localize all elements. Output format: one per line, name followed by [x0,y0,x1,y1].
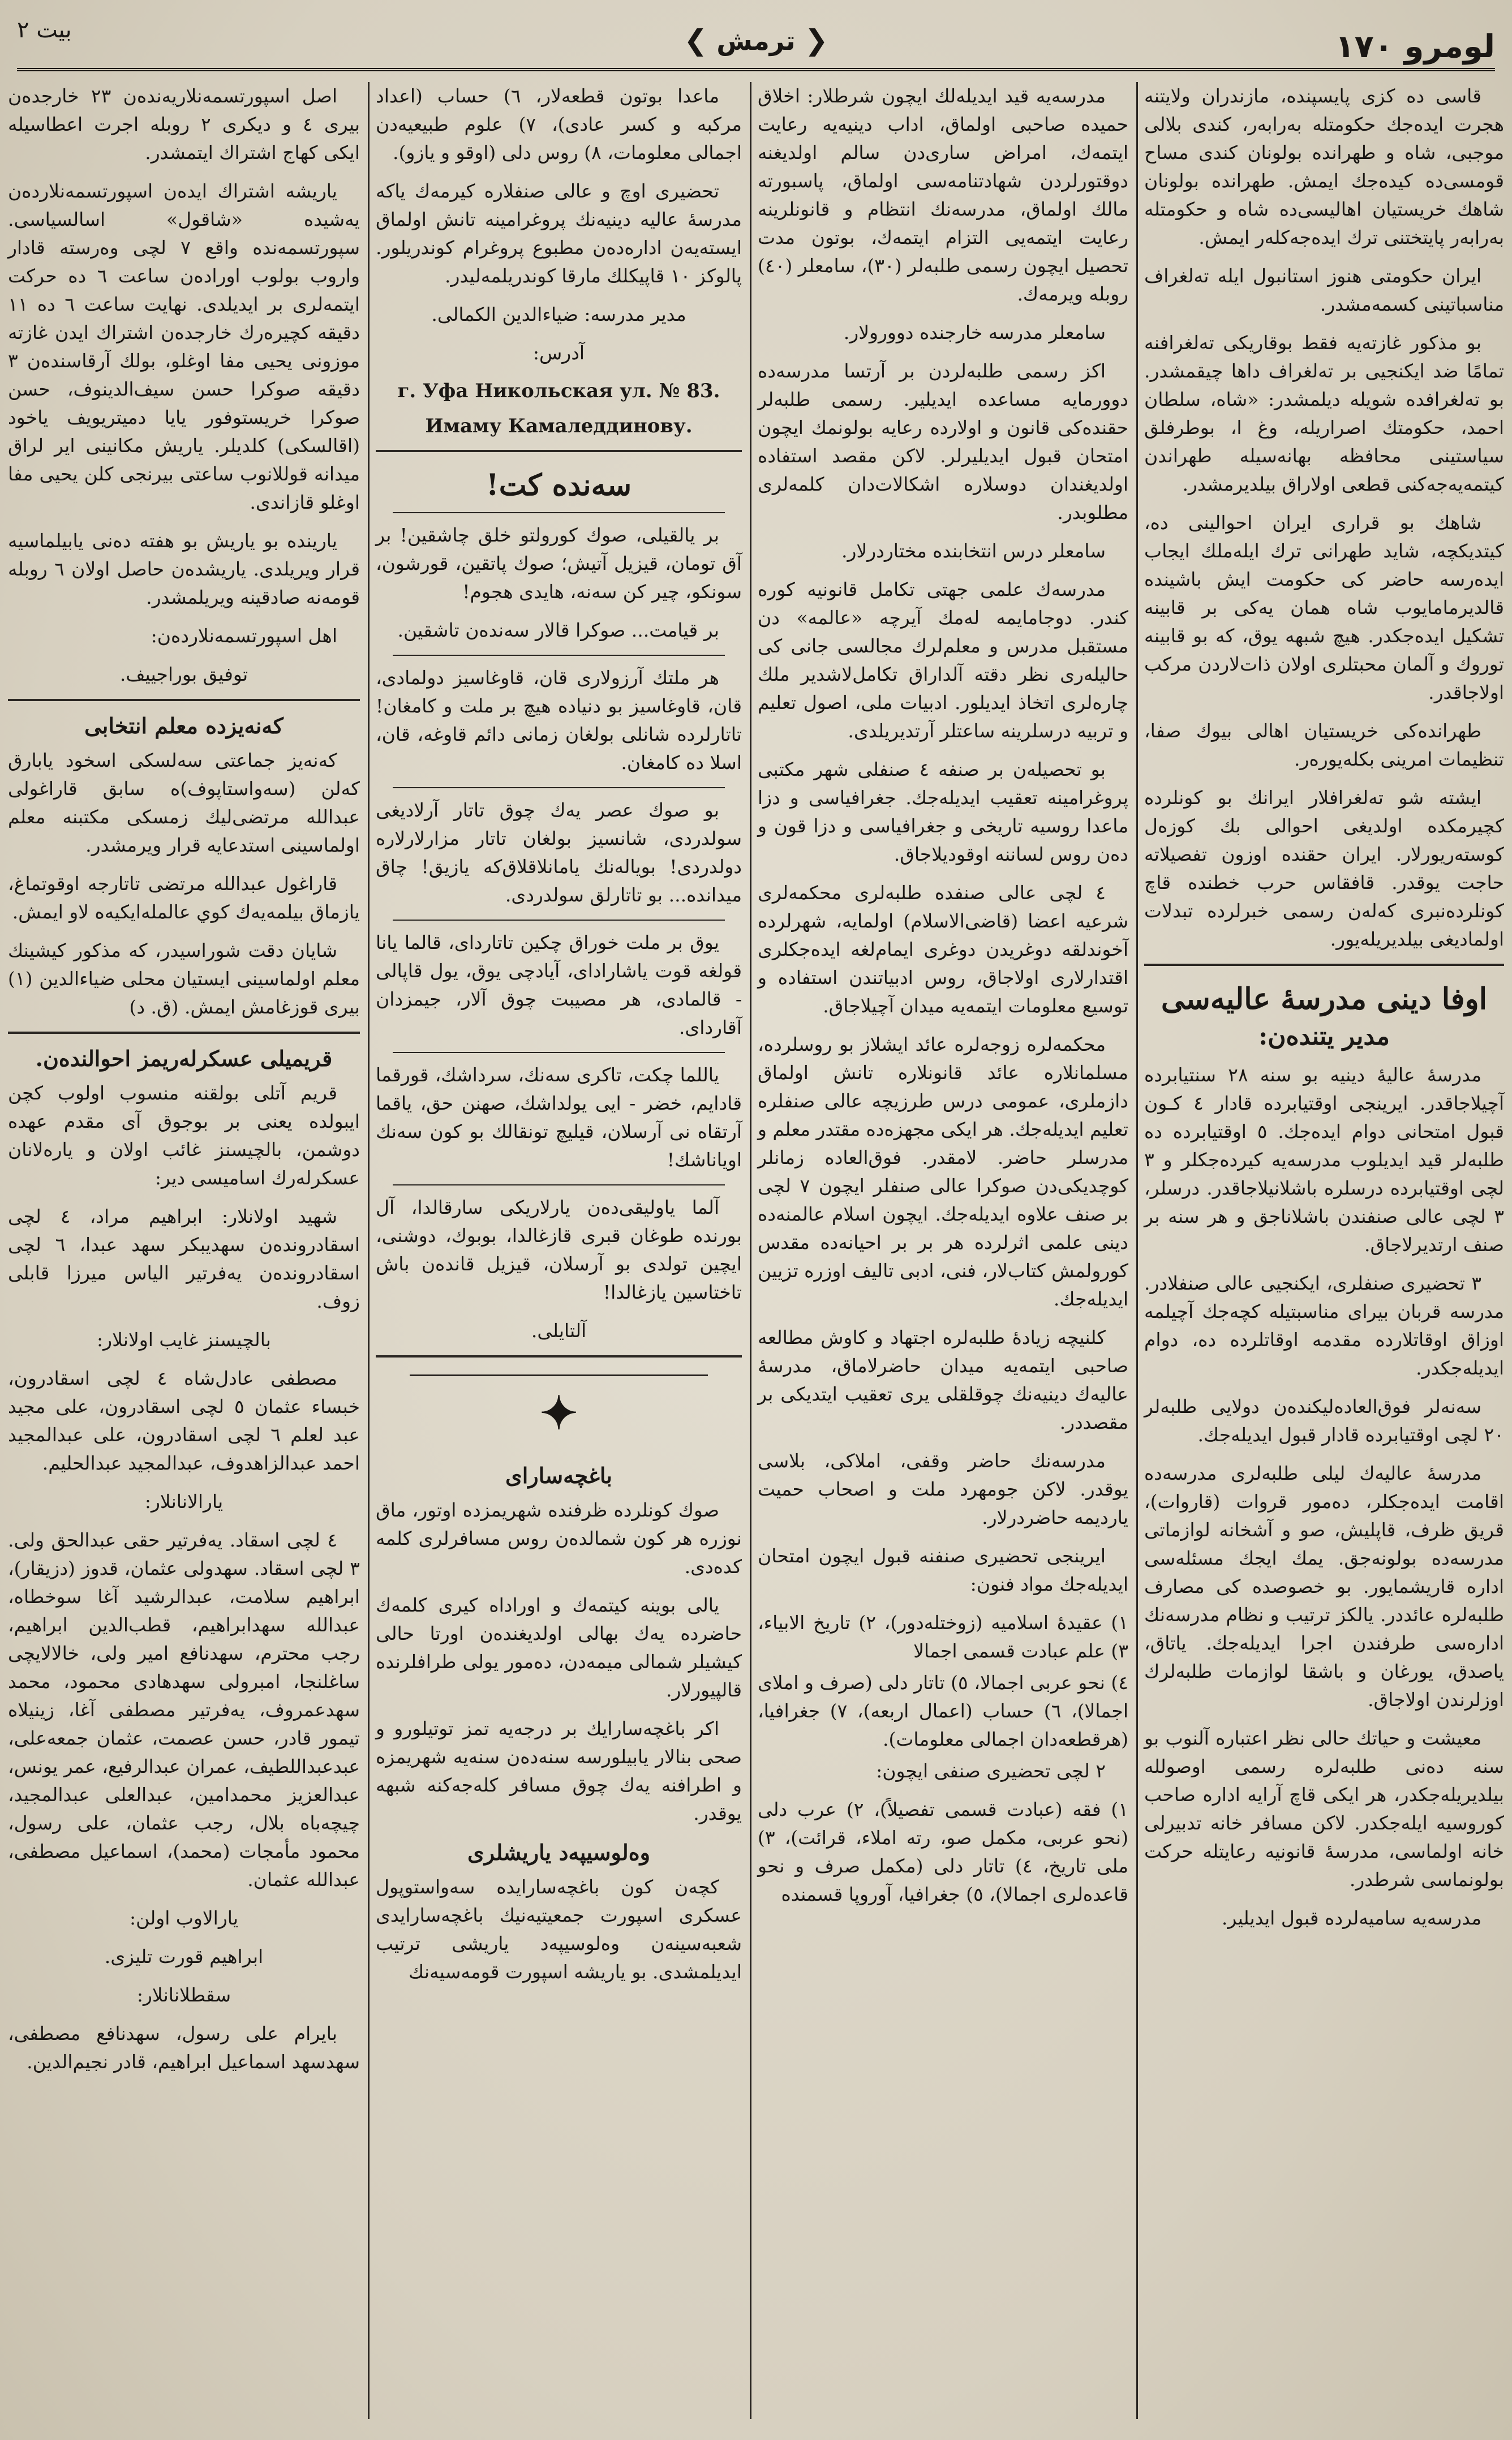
paragraph: بو تحصيله‌ن بر صنفه ٤ صنفلى شهر مكتبى پروغرامينه تعقيب ايديله‌جك. جغرافياسى و دزا ماعدا روسيه تاريخى و جغرافياسى و دزا قون و ده‌ن روس لساننه اوقوديلاجاق. [758,758,1128,865]
paragraph: سه‌نه‌لر فوق‌العاده‌ليكنده‌ن دولايى طلبه‌لر ٢٠ لچى اوقتيابرده قادار قبول ايديله‌جك. [1144,1395,1504,1446]
column-1 [1136,82,1512,2419]
article-title: اوفا دينى مدرسهٔ عاليه‌سى [1161,982,1488,1016]
paragraph: محكمه‌لره زوجه‌لره عائد ايشلاز بو روسلرده، مسلمانلاره عائد قانونلاره تانش اولماق دازملرى، عمومى درس طرزيچه عالى صنفلره تعليم ايديله‌جك. هر ايكى مجهزه‌ده مقتدر معلم و مدرسلر حاضر. لامقدر. فوق‌العاده زمانلر كوچديكى‌دن صوكرا عالى صنفلر ايچون ۷ لچى بر صنف علاوه ايديله‌جك. ايچون اسلام عالمنه‌ده دينى علمى اثرلرده هر بر بر احيانه‌ده مقدس كورولمش كتاب‌لار، فنى، ادبى تاليف اوزره تزيين ايديله‌جك. [758,1033,1128,1310]
paragraph: شهيد اولانلار: ابراهيم مراد، ٤ لچى اسقادرونده‌ن سهديبكر سهد عبدا، ٦ لچى اسقادرونده‌ن يه‌فرتير الياس ميرزا قابلى زوف. [8,1205,360,1312]
divider [8,1032,360,1034]
paragraph: تحضيرى اوچ و عالى صنفلاره كيرمه‌ك ياكه مدرسهٔ عاليه دينيه‌نك پروغرامينه تانش اولماق ايسته‌يه‌ن اداره‌ده‌ن مطبوع پروغرام كوندريلور. پالوكز ١٠ قاپيكلك مارقا كوندريلمه‌ليدر. [376,180,742,287]
divider [376,450,742,452]
paragraph: مدرسهٔ عاليه‌ك ليلى طلبه‌لرى مدرسه‌ده اقامت ايده‌جكلر، دەمور قروات (قاروات)، قريق ظرف، قاپليش، صو و آشخانه لوازماتى مدرسه‌ده بولونه‌جق. يمك ايجك مسئله‌سى اداره قاريشمايور. بو خصوصده كى مصارف طلبه‌لره عائددر. يالكز ترتيب و نظام مدرسه‌نك اداره‌سى طرفندن اجرا ايديله‌جك. ياتاق، ياصدق، يورغان و باشقا لوازمات طلبه‌لرك اوزلرندن اولاجاق. [1144,1462,1504,1711]
paragraph: مدرسه‌ك علمى جهتى تكامل قانونيه كوره كندر. دوجامايمه له‌مك آيرچه «عالمه» دن مستقبل مدرس و معلم‌لرك مجالسى جانى كى حاليله‌رى نظر دقته آلداراق تكامل‌لاشدير ملك چاره‌لرى اتخاذ ايديلور. ادبيات ملى، اصول تعليم و تربيه درسلرينه ساعتلر آرتديريلدى. [758,578,1128,742]
subject-list [758,1795,1128,1909]
article-subtitle: مدير يتنده‌ن: [1258,1022,1390,1051]
paragraph: اهل اسپورتسمه‌نلارده‌ن: [151,625,337,647]
poem-stanza: هر ملتك آرزولارى قان، قاوغاسيز دولمادى، قان، قاوغاسيز بو دنياده هيچ بر ملت و كامغان! تاتارلرده شانلى بولغان زمانى دائم قاوغه، قان، اسلا ده كامغان. [376,667,742,774]
divider [376,1355,742,1358]
paragraph: مدرسه‌يه ساميه‌لرده قبول ايديلير. [1221,1907,1481,1929]
letter-title: باغچه‌ساراى [505,1463,612,1488]
paragraph: اكز رسمى طلبه‌لردن بر آرتسا مدرسه‌ده دوورمايه مساعده ايديلير. رسمى طلبه‌لر حقنده‌كى قانون و اولارده رعايه بولونمك ايچون امتحان قبول ايديليرلر. لاكن مقصد استفاده اولديغندان دوسلاره اشكالات‌دان كلمه‌لرى مطلوبدر. [758,360,1128,523]
page-number: بيت ٢ [17,17,72,43]
paragraph: يالى بوينه كيتمه‌ك و اوراداه كيرى كلمه‌ك حاضرده يه‌ك بهالى اولديغنده‌ن اورتا حالى كيشيلر شمالى ميمه‌دن، ده‌مور يولى طرافلرنده ‌قالپيورلار. [376,1594,742,1701]
header-rule [17,68,1495,71]
paragraph: ٢ لچى تحضيرى صنفى ايچون: [876,1760,1106,1782]
address-line: г. Уфа Никольская ул. № 83. [397,380,720,402]
poem-stanza: بر قيامت... صوكرا قالار سه‌نده‌ن تاشقين. [397,619,719,641]
paragraph: كچه‌ن كون باغچه‌سارايده سه‌واستوپول عسكرى اسپورت جمعيتيه‌نيك باغچه‌سارايدى شعبه‌سينه‌ن وه‌لوسيپه‌د ياريشى ترتيب ايديلمشدى. بو ياريشه اسپورت قومه‌سيه‌نك [376,1876,742,1983]
ornament-icon: ❯ [684,24,708,57]
divider [393,655,725,656]
subheading: يارالاوب اولن: [129,1907,239,1929]
signature: توفيق بوراجييف. [119,663,248,685]
poem-stanza: آلما ياوليقى‌ده‌ن يارلاريكى سارقالدا، آل بورنده طوغان قبرى قازغالدا، بوبوك، دوشنى، ايچين تولدى بو آرسلان، قيزيل قانده‌ن باش تاختاسين يازغالدا! [376,1196,742,1303]
paragraph: مدرسه‌نك حاضر وقفى، املاكى، بلاسى يوقدر. لاكن جومهرد ملت و اصحاب حميت يارديمه حاضردرلار. [758,1450,1128,1528]
paragraph: قاراغول عبدالله مرتضى تاتارجه اوقوتماغ، يازماق بيلمه‌يه‌ك كوي عالمله‌ايكيه‌ه لاو ايمش. [8,873,360,923]
paragraph: شايان دقت شوراسيدر، كه مذكور كيشينك معلم اولماسينى ايستيان محلى ضياءالدين (١) بيرى قوزغامش ايمش. (ق. د) [8,939,360,1018]
paragraph: كلنيچه زيادهٔ طلبه‌لره اجتهاد و كاوش مطالعه صاحبى ايتمه‌يه ميدان حاضرلاماق، مدرسهٔ عاليه‌ك دينيه‌نك چوقلقلى يرى تعقيب ايتديكى بر مقصددر. [758,1326,1128,1433]
paragraph: سامعلر درس انتخابنده مختاردرلار. [841,540,1106,562]
divider [393,787,725,788]
issue-number: لومرو ١٧٠ [1335,28,1495,65]
paragraph: مدرسهٔ عاليهٔ دينيه بو سنه ٢٨ سنتيابرده آچيلاجاقدر. ايرينجى اوقتيابرده قادار ٤ كـون قبول امتحانى دوام ايده‌جك. ٥ اوقتيابرده ده طلبه‌لر قيد ايديلوب مدرسه‌يه كيرده‌جكلر و ٣ لچى اوقتيابرده درسلره باشلانيلاجاقدر. درسلر، ٣ لچى عالى صنفندن باشلاناجق و هر سنه بر صنف ارتديرلاجاق. [1144,1064,1504,1256]
divider [393,1184,725,1185]
paragraph: ٤ لچى عالى صنفده طلبه‌لرى محكمه‌لرى شرعيه اعضا (قاضى‌الاسلام) اولمايه، شهرلرده آخوندلقه دوغريدن دوغرى ايمام‌لغه ايده‌جكلرى اقتدارلارى اولاجاق، روس ادبياتندن استفاده و توسيع معلومات ايتمه‌يه ميدان آچيلاجاق. [758,882,1128,1017]
poem-author: آلتايلى. [531,1320,587,1342]
letter-subtitle: وه‌لوسيپه‌د ياريشلرى [467,1840,651,1865]
article-title: قريميلى عسكرله‌ريمز احوالنده‌ن. [35,1046,333,1071]
list-item: ٤) نحو عربى اجمالا، ٥) تاتار دلى (صرف و املاى اجمالا)، ٦) حساب (اعمال اربعه)، ٧) جغرافيا، (هرقطعه‌دان اجمالى معلومات). [758,1672,1128,1750]
paragraph: ايرينجى تحضيرى صنفنه قبول ايچون امتحان ايديله‌جك مواد فنون: [758,1545,1128,1595]
paragraph: بو مذكور غازته‌يه فقط بوقاريكى تەلغرافنه تمامًا ضد ايكنجيى بر تەلغراف داها چيقمشدر. بو تەلغرافده شويله ديلمشدر: «شاه، سلطان احمد، حكومتك اصراريله، وغ ا، بوطرفلق سياستينى محافظه بهانه‌سيله طهراندن كيتمه‌يه‌جه‌كنى قطعى اولاراق بيلديرمشدر. [1144,332,1504,495]
paragraph: مدرسه‌يه قيد ايديله‌لك ايچون شرطلار: اخلاق حميده صاحبى اولماق، اداب دينيه‌يه رعايت ايتمەك، امراض سارى‌دن سالم اولديغنه دوقتورلردن شهادتنامه‌سى اولماق، پاسبورته مالك اولماق، مدرسه‌نك انتظام و قانونلرينه رعايت ايتمه‌يى التزام ايتمه‌ك، بوتون مدت تحصيل ايچون رسمى طلبه‌لر (٣٠)، سامعلر (٤٠) روبله ويرمه‌ك. [758,85,1128,305]
paragraph: ايران حكومتى هنوز استانبول ايله تەلغراف مناسباتينى كسمەمشدر. [1144,265,1504,315]
poem-stanza: بو صوك عصر يه‌ك چوق تاتار آرلاديغى سولدردى، شانسيز بولغان تاتار مزارلارلاره دولدردى! بوياله‌نك يامانلاقلاق‌كه يازيق! چاق ميدانده... بو تاتارلق سولدردى. [376,799,742,906]
paragraph: ايشته شو تەلغرافلار ايرانك بو كونلرده كچيرمكده اولديغى احوالى بك كوزەل كوستەريورلار. ايران حقنده اوزون تفصيلاته حاجت يوقدر. قافقاس حرب خطنده قاچ كونلردەنبرى كەلەن رسمى خبرلردە تبدلات اولماديغى بيلديريلەيور. [1144,787,1504,950]
subheading: يارالانانلار: [144,1490,224,1513]
column-2 [750,82,1136,2419]
divider [393,1052,725,1053]
paragraph: قريم آتلى بولقنه منسوب اولوب كچن ايبولده يعنى بر بوجوق آى مقدم عهده دوشمن، بالچيسنز غائب اولان و ياره‌لانان عسكرله‌رك اساميسى دير: [8,1082,360,1189]
paragraph: اكر باغچه‌سارايك بر درجه‌يه تمز توتيلورو و صحى بنالار يابيلورسه سنه‌ده‌ن سنه‌يه شهريمزه و اطرافنه يه‌ك چوق مسافر كله‌جه‌كنه شبهه يوقدر. [376,1717,742,1824]
paragraph: قاسى ده كزى پايسپنده، مازندران ولايتنه هجرت ايده‌جك حكومتله بەرابەر، كندى بلالى موجبى، شاه و طهرانده بولونان كندى مساح قومسى‌ده كيده‌جك ايمش. طهرانده بولونان شاهك خريستيان اهاليسى‌ده شاه و حكومتله بەرابەر پايتختنى ترك ايده‌جەكلەر ايمش. [1144,85,1504,248]
paragraph: ٣ تحضيرى صنفلرى، ايكنجيى عالى صنفلادر. مدرسه قربان بيراى مناسبتيله كچه‌جك آچيلمه اوزاق اوقاتلارده مقدمه اوقاتلرده ده، دوام ايديله‌جكدر. [1144,1272,1504,1379]
divider [8,699,360,701]
poem-stanza: ياللما چكت، تاكرى سه‌نك، سرداشك، قورقما قادايم، خضر - ايى يولداشك، صهنن حق، ياقما آرتقاه نى آرسلان، قيليچ تونقالك بو كون سه‌نك اوياناشك! [376,1064,742,1171]
paragraph: بايرام على رسول، سهدنافع مصطفى، سهدسهد اسماعيل ابراهيم، قادر نجيم‌الدين. [8,2022,360,2073]
poem-stanza: بر يالقيلى، صوك كورولتو خلق چاشقين! بر آق تومان، قيزيل آتيش؛ صوك پاتقين، قورشون، سونكو، چير كن سه‌نه، هايدى هجوم! [376,524,742,603]
address-label: آدرس: [532,342,585,364]
newspaper-title [17,24,1495,57]
poem-title: سه‌نده كت! [486,468,632,502]
paragraph: كه‌نه‌يز جماعتى سه‌لسكى اسخود يابارق كه‌لن (سه‌واستاپوف)‌ه سابق قاراغولى عبدالله مرتضى‌ليك زمسكى مكتبنه معلم اولماسينى استدعايه قرار ويرمشدر. [8,749,360,856]
subheading: سقطلانانلار: [136,1984,231,2006]
poem-stanza: يوق بر ملت خوراق چكين تاتارداى، قالما يانا قولغه قوت ياشاراداى، آيادچى يوق، يول قاپالى - قالمادى، هر مصيبت چوق آلار، جيمزدان آقارداى. [376,931,742,1038]
paragraph: ياريشه اشتراك ايده‌ن اسپورتسمه‌نلارده‌ن يه‌شيده «شاقول» اسالسياسى. سپورتسمه‌نده واقع ٧ لچى وه‌رسته قادار واروب بولوب اوراده‌ن ساعت ٦ ده حركت ايتمه‌لرى بر ايديلدى. نهايت ساعت ٦ ده ١١ دقيقه كچيره‌رك خارجده‌ن اشتراك ايدن غازته موزونى يحيى مفا اوغلو، بولك آرقاسنده‌ن ٣ دقيقه صوكرا حسن سيف‌الدينوف، حسن صوكرا خريستوفور يايا دميتريويف ياخود (اقالسكى) كلديلر. ياريش مكانينى اير لراق ميدانه قوللانوب ساعتى بيرنجى كلن يحيى مفا اوغلو قازاندى. [8,180,360,513]
subject-list [758,1609,1128,1754]
paragraph: مصطفى عادل‌شاه ٤ لچى اسقادرون، خبساء عثمان ٥ لچى اسقادرون، على مجيد عبد لعلم ٦ لچى اسقادرون، على عبدالمجيد احمد عبدالزاهدوف، عبدالمجيد عبدالحليم. [8,1367,360,1474]
paragraph: اصل اسپورتسمه‌نلاريه‌نده‌ن ٢٣ خارجده‌ن بيرى ٤ و ديكرى ٢ روبله اجرت اعطاسيله ايكى كهاج اشتراك ايتمشدر. [8,85,360,164]
paragraph: ابراهيم قورت تليزى. [104,1945,264,1968]
paragraph: طهرانده‌كى خريستيان اهالى بيوك صفا، تنظيمات امرينى بكله‌يورەر. [1144,720,1504,770]
paragraph: شاهك بو قرارى ايران احوالينى ده، كيتديكچه، شايد طهرانى ترك ايلەملك ايجاب ايدەرسه حاضر كى حكومت ايش باشينده قالديرمامايوب شاه همان يه‌كى بر قابينه تشكيل ايده‌جكدر. هيچ شبهه يوق، كه بو قابينه توروك و آلمان محبتلرى اولان ذات‌لاردن مركب اولاجاقدر. [1144,512,1504,703]
divider [1144,964,1504,966]
paragraph: ماعدا بوتون قطعه‌لار، ٦) حساب (اعداد مركبه و كسر عادى)، ٧) علوم طبيعيه‌دن اجمالى معلومات، ٨) روس دلى (اوقو و يازو). [376,85,742,164]
paragraph: يارينده بو ياريش بو هفته ده‌نى يابيلماسيه قرار ويريلدى. ياريشده‌ن حاصل اولان ٦ روبله قومه‌نه صادقينه ويريلمشدر. [8,530,360,608]
column-4 [0,82,368,2419]
director-signature: مدير مدرسه: ضياءالدين الكمالى. [431,303,686,325]
article-title: كه‌نه‌يزده معلم انتخابى [84,713,284,738]
paragraph: معيشت و حياتك حالى نظر اعتباره آلنوب بو سنه ده‌نى طلبه‌لره رسمى اوصولله بيلديريله‌جكدر، هر ايكى قاچ آرايه اداره صاحب كوروسيه ايله‌جكدر. لاكن مسافر خانه تدبيرلى خانه اولماسى، مدرسهٔ قانونيه رعايتله حركت بولونماسى شرطدر. [1144,1727,1504,1891]
column-3 [368,82,750,2419]
divider [393,920,725,921]
subheading: بالچيسنز غايب اولانلار: [97,1329,271,1351]
ornament-icon: ❮ [804,24,828,57]
newspaper-name: ترمش [716,25,796,56]
list-item: ١) فقه (عبادت قسمى تفصيلاً)، ٢) عرب دلى (نحو عربى، مكمل صو، رته املاء، قرائت)، ٣) ملى تاريخ، ٤) تاتار دلى (مكمل صرف و نحو قاعده‌لرى اجمالا)، ٥) جغرافيا، آوروپا قسمنده [758,1798,1129,1905]
paragraph: صوك كونلرده ظرفنده شهريمزده اوتور، ماق نوزره هر كون شمالده‌ن روس مسافرلرى كلمه كده‌دى. [376,1499,742,1578]
address-line: Имаму Камаледдинову. [425,415,693,437]
paragraph: ٤ لچى اسقاد. يه‌فرتير حقى عبدالحق ولى. ٣ لچى اسقاد. سهدولى عثمان، قدوز (دزيقار)، ابراهيم سلامت، عبدالرشيد آغا سوخطاه، عبدالله سهدابراهيم، قطب‌الدين ابراهيم، رجب محترم، سهدنافع امير ولى، خالالا‌يچى ساغلنجا، امبرولى سهدهادى محمود، محمد سهدعمروف، يه‌فرتير مصطفى آغا، زينيلاه تيمور قادر، حسن عصمت، عثمان جمعه‌على، عبدعبداللطيف، عمران عبدالرفيع، عمر يونس، عبدالعزيز محمدامين، عبدالعلى عبدالمجيد، چيچه‌باه بلال، رجب عثمان، على رسول، محمود مأمجات (محمد)، اسماعيل مصطفى، عبدالله عثمان. [8,1529,360,1891]
masthead [17,11,1495,79]
section-logo-icon: ✦ [410,1374,708,1450]
divider [393,512,725,513]
list-item: ١) عقيدهٔ اسلاميه (زوختله‌دور)، ٢) تاريخ الابياء، ٣) علم عبادت قسمى اجمالا [758,1612,1128,1662]
paragraph: سامعلر مدرسه خارجنده دوورولار. [843,321,1106,343]
